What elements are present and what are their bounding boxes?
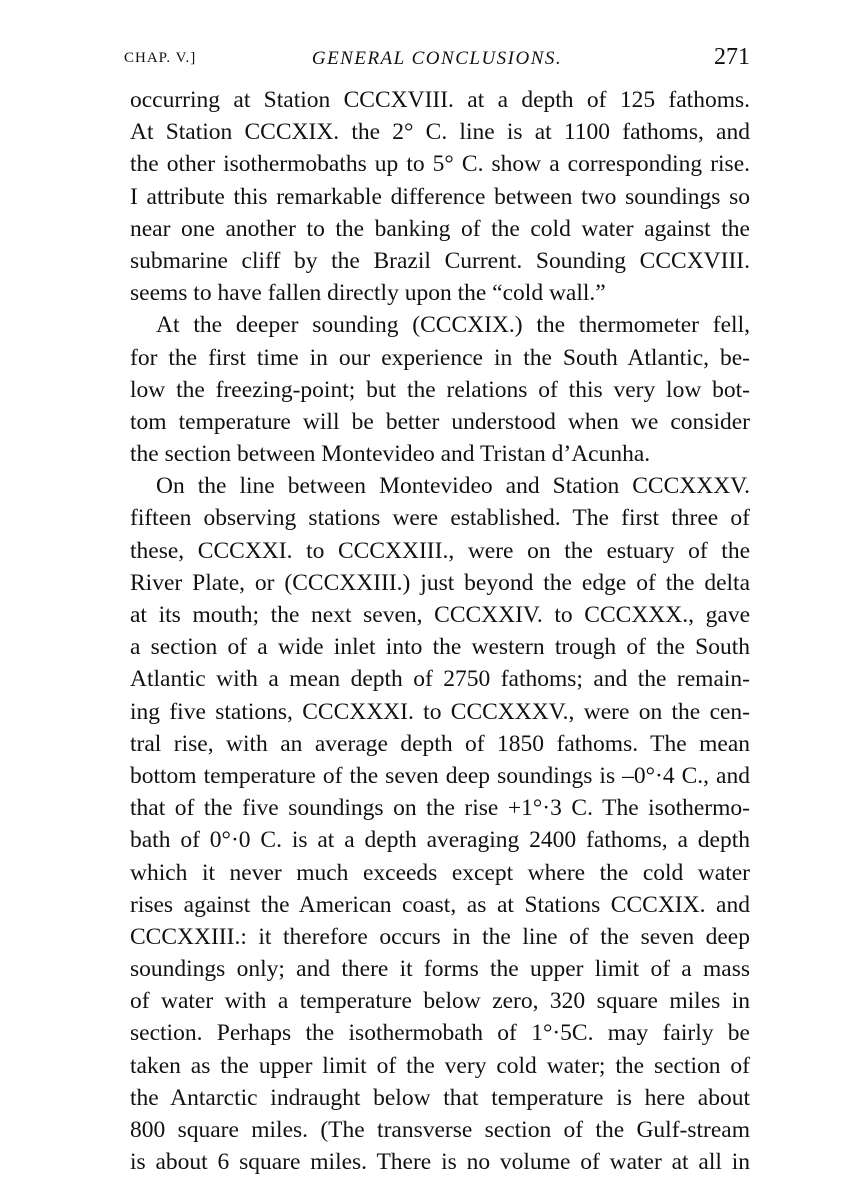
text-line: At the deeper sounding (CCCXIX.) the thermometer fell, bbox=[156, 312, 750, 339]
text-line: I attribute this remarkable difference between two soundings so bbox=[130, 183, 750, 210]
text-line: section. Perhaps the isothermobath of 1°·5C. may fairly be bbox=[130, 1020, 750, 1047]
text-line: these, CCCXXI. to CCCXXIII., were on the estuary of the bbox=[130, 537, 750, 564]
text-line: rises against the American coast, as at Stations CCCXIX. and bbox=[130, 891, 750, 918]
text-line: the section between Montevideo and Tristan d’Acunha. bbox=[130, 441, 651, 468]
text-line: seems to have fallen directly upon the “cold wall.” bbox=[130, 280, 606, 307]
text-line: bath of 0°·0 C. is at a depth averaging 2400 fathoms, a depth bbox=[130, 827, 750, 854]
text-line: is about 6 square miles. There is no volume of water at all in bbox=[130, 1149, 750, 1176]
text-line: which it never much exceeds except where the cold water bbox=[130, 859, 750, 886]
text-line: ing five stations, CCCXXXI. to CCCXXXV., were on the cen- bbox=[130, 698, 750, 725]
text-line: River Plate, or (CCCXXIII.) just beyond the edge of the delta bbox=[130, 569, 750, 596]
text-line: a section of a wide inlet into the western trough of the South bbox=[130, 634, 750, 661]
text-line: On the line between Montevideo and Station CCCXXXV. bbox=[156, 473, 750, 500]
text-line: fifteen observing stations were established. The first three of bbox=[130, 505, 750, 532]
text-line: At Station CCCXIX. the 2° C. line is at 1100 fathoms, and bbox=[130, 119, 750, 146]
text-line: occurring at Station CCCXVIII. at a depth of 125 fathoms. bbox=[130, 87, 750, 113]
text-line: of water with a temperature below zero, 320 square miles in bbox=[130, 988, 750, 1015]
text-line: the Antarctic indraught below that temperature is here about bbox=[130, 1084, 750, 1111]
running-title: GENERAL CONCLUSIONS. bbox=[311, 48, 563, 69]
text-line: 800 square miles. (The transverse section of the Gulf-stream bbox=[130, 1117, 750, 1143]
text-line: the other isothermobaths up to 5° C. show a corresponding rise. bbox=[130, 151, 750, 178]
text-line: soundings only; and there it forms the upper limit of a mass bbox=[130, 956, 750, 983]
text-line: bottom temperature of the seven deep soundings is –0°·4 C., and bbox=[130, 762, 750, 789]
text-line: taken as the upper limit of the very cold water; the section of bbox=[130, 1052, 750, 1079]
text-line: that of the five soundings on the rise +1°·3 C. The isothermo- bbox=[130, 795, 750, 822]
text-line: low the freezing-point; but the relations of this very low bot- bbox=[130, 376, 750, 403]
chapter-label: CHAP. V.] bbox=[124, 50, 197, 66]
text-line: near one another to the banking of the cold water against the bbox=[130, 215, 750, 242]
page-number: 271 bbox=[714, 44, 750, 70]
running-header bbox=[124, 44, 750, 74]
text-line: tral rise, with an average depth of 1850 fathoms. The mean bbox=[130, 730, 750, 757]
text-line: CCCXXIII.: it therefore occurs in the line of the seven deep bbox=[130, 923, 750, 950]
text-line: submarine cliff by the Brazil Current. Sounding CCCXVIII. bbox=[130, 247, 750, 274]
body-text bbox=[130, 84, 750, 1178]
text-line: for the first time in our experience in the South Atlantic, be- bbox=[130, 344, 750, 371]
text-line: tom temperature will be better understood when we consider bbox=[130, 408, 750, 435]
text-line: at its mouth; the next seven, CCCXXIV. to CCCXXX., gave bbox=[130, 602, 750, 628]
text-line: Atlantic with a mean depth of 2750 fathoms; and the remain- bbox=[130, 666, 750, 693]
